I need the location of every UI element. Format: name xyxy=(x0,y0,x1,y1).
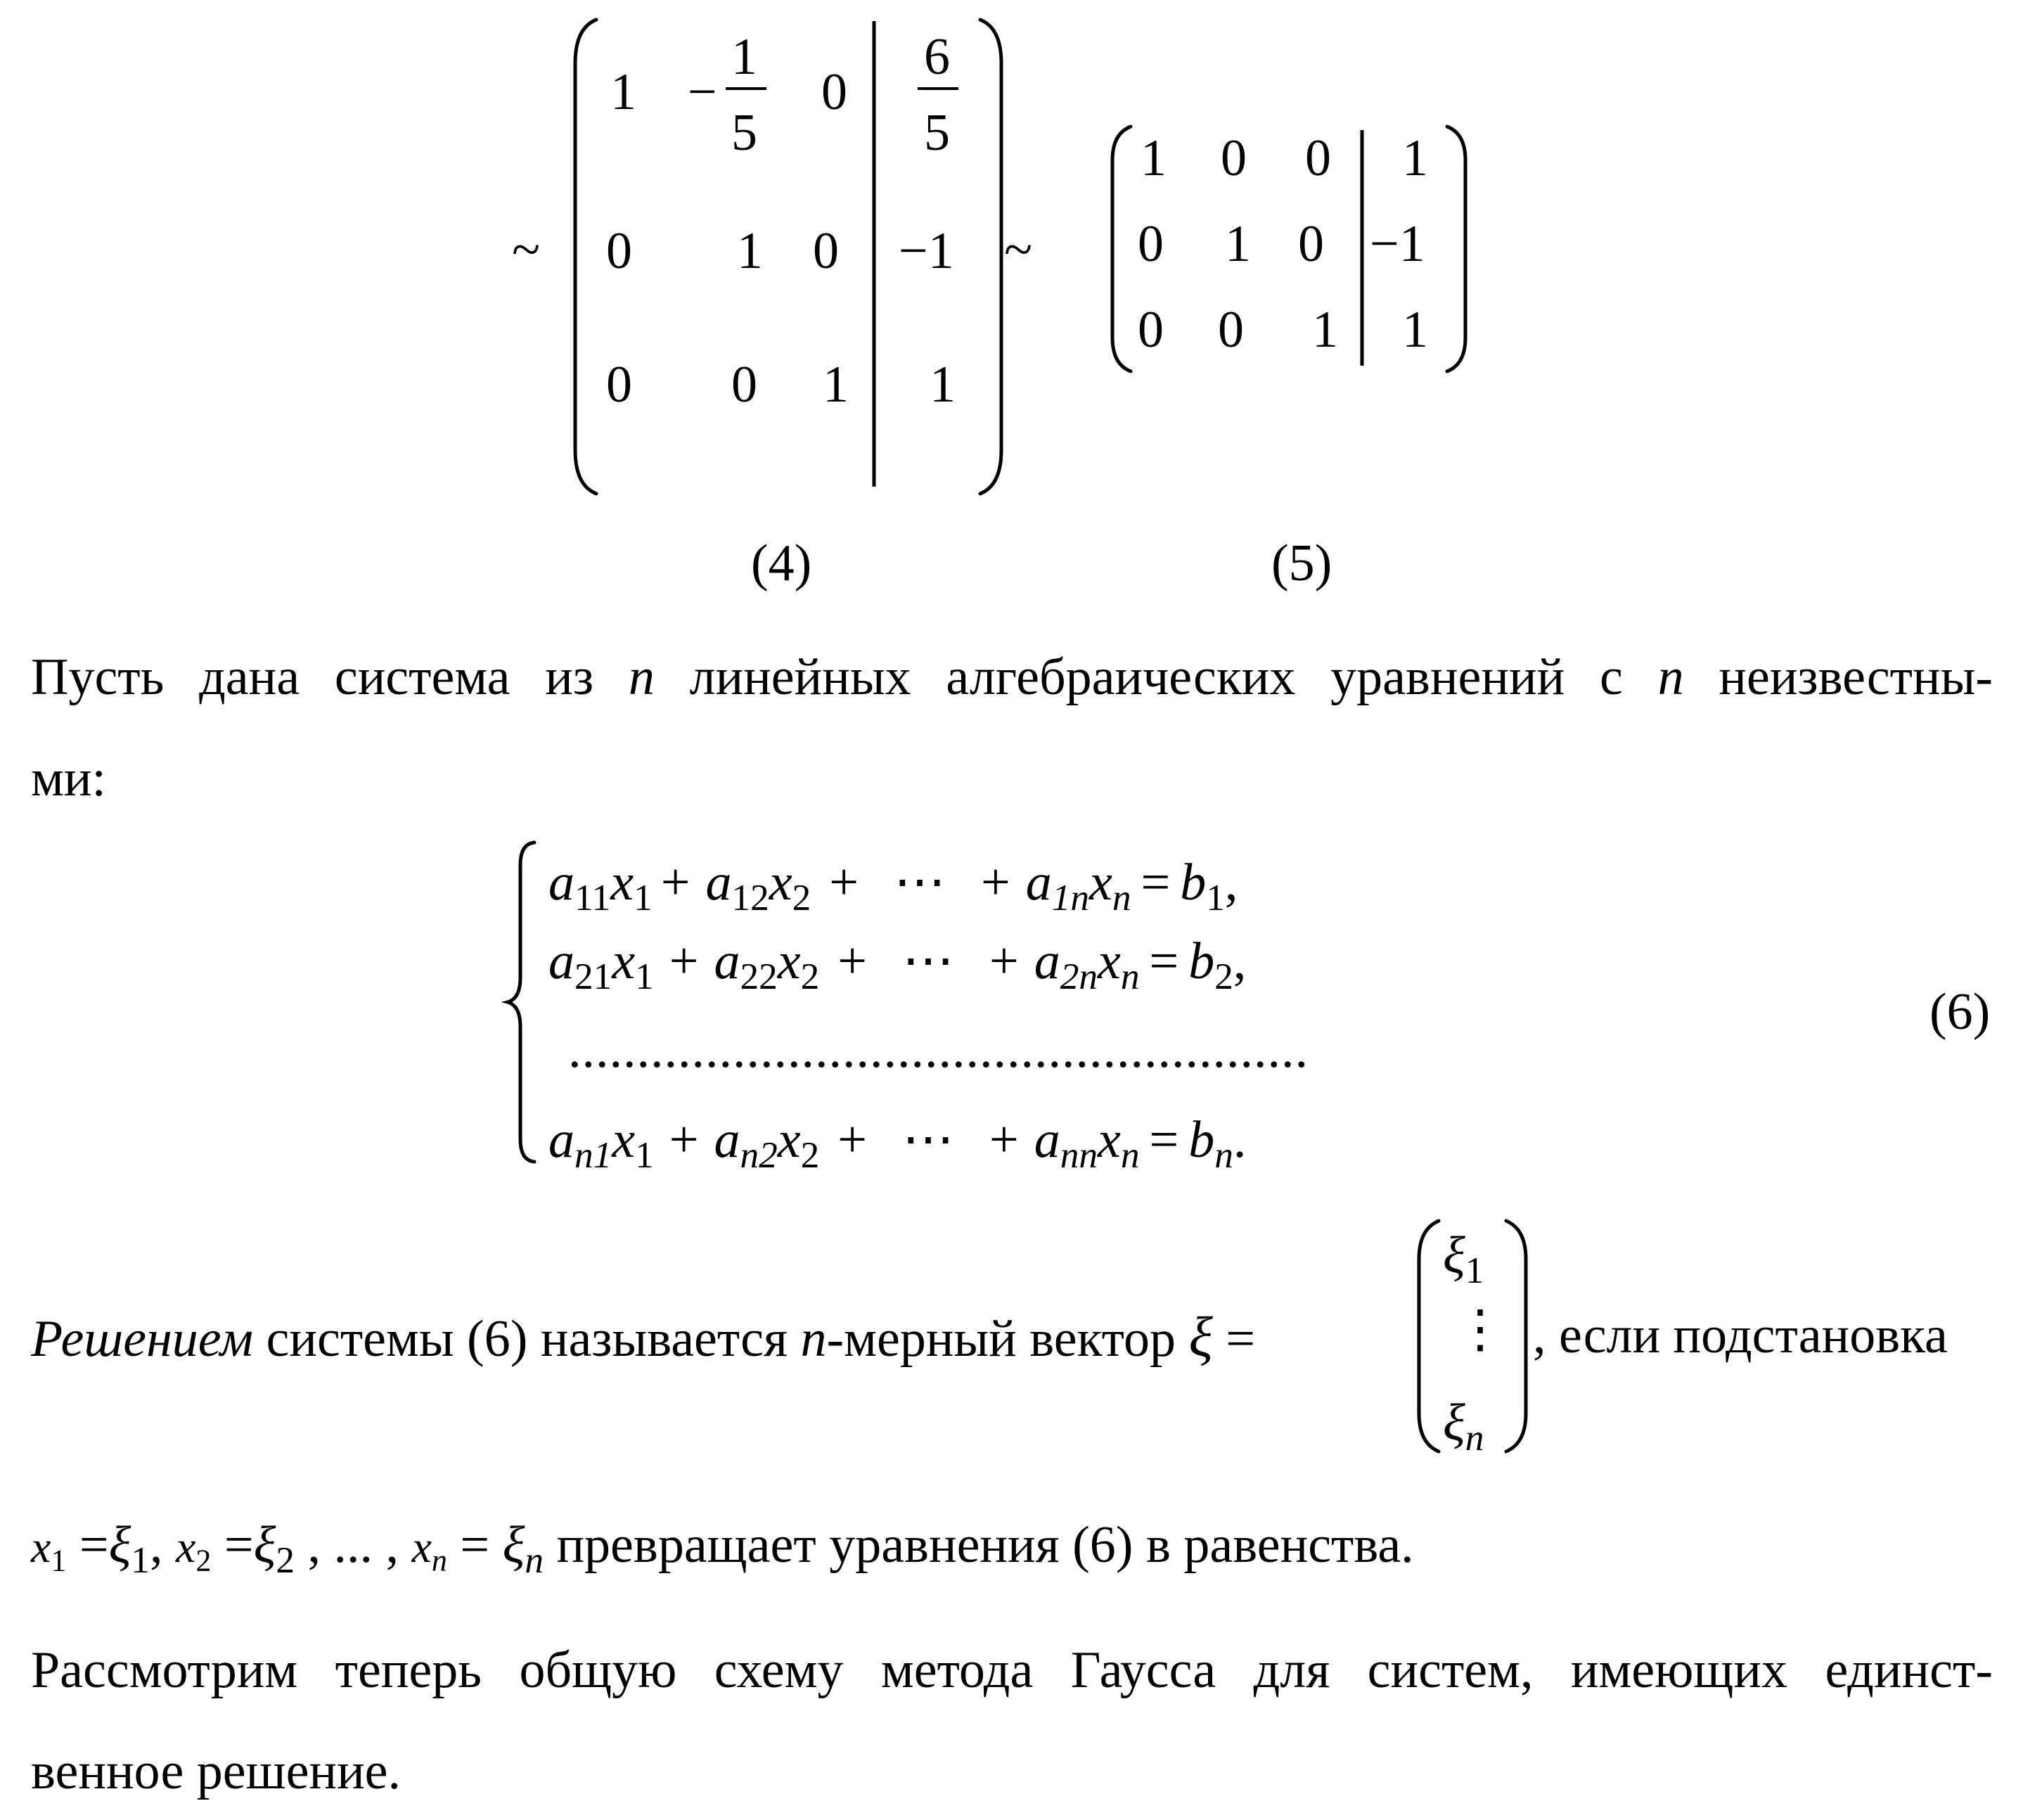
vector-top: $\xi_1$ xyxy=(1443,1226,1484,1291)
m5-r1c3: 0 xyxy=(1305,129,1331,187)
system-dotted-line: ...................................................... xyxy=(568,1021,1309,1079)
para4-line1: Рассмотрим теперь общую схему метода Гаусса для систем, имеющих единст- xyxy=(31,1641,1993,1699)
system-row-n: $a_{n1}x_1 + a_{n2}x_2$ + ⋯ + $a_{nn}x_n = b_n$. xyxy=(548,1111,1247,1176)
label-5: (5) xyxy=(1271,534,1332,592)
vector-bottom: $\xi_n$ xyxy=(1443,1394,1484,1459)
m4-r2c2: 1 xyxy=(737,222,763,280)
m5-r3c3: 1 xyxy=(1312,301,1338,359)
para1-line1 xyxy=(31,648,1993,706)
m5-r2c3: 0 xyxy=(1298,215,1324,273)
system-row-1: $a_{11}x_1 + a_{12}x_2$ + ⋯ + $a_{1n}x_n = b_1$, xyxy=(548,854,1238,918)
term-solution: Решением xyxy=(31,1310,254,1368)
tilde-after: ~ xyxy=(1004,221,1033,278)
m5-r2c4: −1 xyxy=(1370,215,1425,273)
vector-vdots: ⋮ xyxy=(1454,1301,1506,1359)
para3-line: $x_1 =\xi_1$, $x_2 =\xi_2$ , ... , $x_n = \xi_n$ превращает уравнения (6) в равенства. xyxy=(31,1516,1414,1581)
para1-text-b: линейных алгебраических уравнений с xyxy=(654,648,1658,706)
para4-line2: венное решение. xyxy=(31,1743,402,1800)
para2-text-a: системы (6) называется xyxy=(253,1310,801,1368)
m4-r3c1: 0 xyxy=(606,356,632,414)
m4-r3c4: 1 xyxy=(930,356,956,414)
m5-r3c1: 0 xyxy=(1138,301,1164,359)
m5-r3c2: 0 xyxy=(1218,301,1244,359)
m4-r1c2-den: 5 xyxy=(731,104,757,162)
m4-r2c4: −1 xyxy=(899,222,954,280)
para1-text-a: Пусть дана система из xyxy=(31,648,629,706)
m4-r2c3: 0 xyxy=(813,222,839,280)
m4-r1c4-num: 6 xyxy=(924,28,950,86)
var-n: n xyxy=(800,1310,827,1368)
label-4: (4) xyxy=(751,534,812,592)
m5-r1c2: 0 xyxy=(1221,129,1247,187)
m5-r2c2: 1 xyxy=(1225,215,1251,273)
m4-r1c1: 1 xyxy=(610,63,636,121)
var-xi: ξ xyxy=(1188,1307,1213,1369)
m5-r3c4: 1 xyxy=(1402,301,1428,359)
label-6: (6) xyxy=(1929,983,1991,1041)
var-n: n xyxy=(628,648,655,706)
m4-r3c3: 1 xyxy=(823,356,849,414)
equals-sign: = xyxy=(1212,1310,1255,1368)
m5-r1c4: 1 xyxy=(1402,129,1428,187)
m4-r3c2: 0 xyxy=(731,356,757,414)
m5-r2c1: 0 xyxy=(1138,215,1164,273)
para2-line-end: , если подстановка xyxy=(1533,1307,1948,1364)
m4-r2c1: 0 xyxy=(606,222,632,280)
m4-r1c3: 0 xyxy=(821,63,847,121)
var-n: n xyxy=(1657,648,1684,706)
m4-r1c2-num: 1 xyxy=(731,28,757,86)
para2-text-b: -мерный вектор xyxy=(826,1310,1189,1368)
m4-r1c4-den: 5 xyxy=(924,104,950,162)
para1-line2: ми: xyxy=(31,750,106,807)
m5-r1c1: 1 xyxy=(1141,129,1167,187)
system-row-2: $a_{21}x_1 + a_{22}x_2$ + ⋯ + $a_{2n}x_n = b_2$, xyxy=(548,933,1247,997)
m4-r1c2-minus: − xyxy=(688,63,717,121)
para1-text-c: неизвестны- xyxy=(1683,648,1993,706)
tilde-before: ~ xyxy=(512,221,541,278)
